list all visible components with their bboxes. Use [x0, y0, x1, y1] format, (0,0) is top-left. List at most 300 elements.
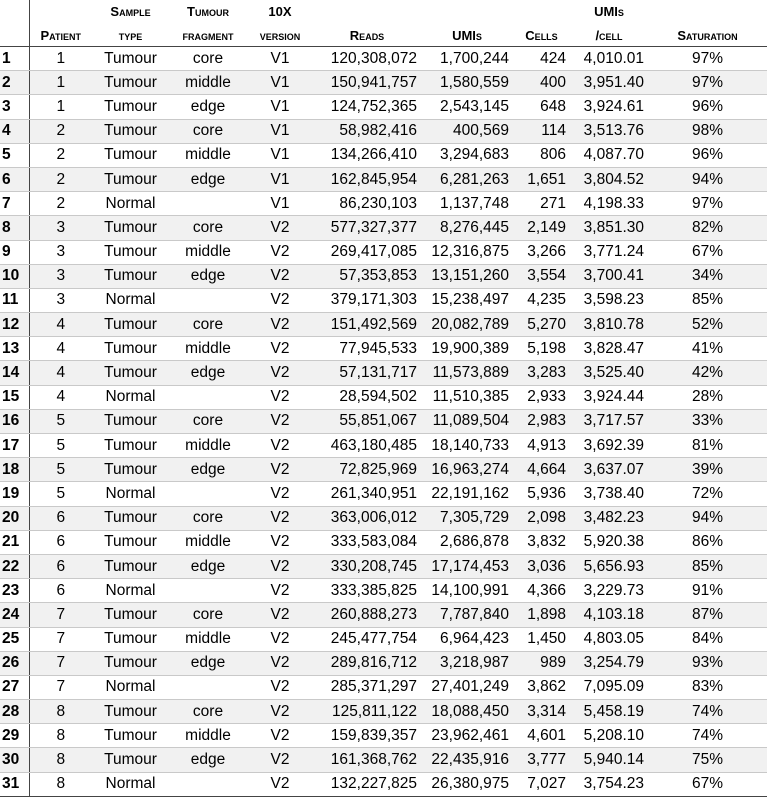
row-index: 18 [0, 458, 29, 482]
patient-cell: 7 [29, 651, 92, 675]
tenx-version-cell: V2 [247, 288, 313, 312]
tenx-version-cell: V2 [247, 772, 313, 796]
reads-cell: 363,006,012 [313, 506, 421, 530]
cells-cell: 5,198 [513, 337, 570, 361]
saturation-cell: 41% [648, 337, 767, 361]
table-row [0, 651, 767, 675]
umis-cell: 17,174,453 [421, 554, 513, 578]
sample-type-cell: Tumour [92, 264, 169, 288]
reads-cell: 463,180,485 [313, 434, 421, 458]
umis-cell-header-top: UMIs [594, 4, 624, 19]
patient-cell: 3 [29, 288, 92, 312]
cells-cell: 2,098 [513, 506, 570, 530]
patient-cell: 3 [29, 216, 92, 240]
tumour-fragment-cell [169, 675, 247, 699]
saturation-cell: 75% [648, 748, 767, 772]
saturation-cell: 74% [648, 724, 767, 748]
patient-cell: 2 [29, 119, 92, 143]
umis-per-cell-cell: 4,103.18 [570, 603, 648, 627]
patient-cell: 7 [29, 627, 92, 651]
table-row [0, 71, 767, 95]
table-row [0, 385, 767, 409]
row-index: 15 [0, 385, 29, 409]
tenx-version-cell: V1 [247, 192, 313, 216]
tenx-version-cell: V2 [247, 554, 313, 578]
tenx-version-cell: V2 [247, 313, 313, 337]
patient-cell: 6 [29, 530, 92, 554]
reads-cell: 134,266,410 [313, 143, 421, 167]
umis-per-cell-cell: 3,951.40 [570, 71, 648, 95]
reads-cell: 261,340,951 [313, 482, 421, 506]
cells-cell: 1,450 [513, 627, 570, 651]
table-row [0, 434, 767, 458]
reads-cell: 159,839,357 [313, 724, 421, 748]
cells-cell: 5,936 [513, 482, 570, 506]
saturation-cell: 52% [648, 313, 767, 337]
tenx-version-cell: V1 [247, 167, 313, 191]
reads-cell: 245,477,754 [313, 627, 421, 651]
umis-cell: 2,543,145 [421, 95, 513, 119]
row-index: 7 [0, 192, 29, 216]
reads-cell: 57,353,853 [313, 264, 421, 288]
umis-cell: 6,281,263 [421, 167, 513, 191]
reads-cell: 120,308,072 [313, 47, 421, 71]
row-index: 25 [0, 627, 29, 651]
sample-type-cell: Tumour [92, 313, 169, 337]
saturation-cell: 97% [648, 192, 767, 216]
table-row [0, 603, 767, 627]
sample-type-cell: Tumour [92, 627, 169, 651]
cells-cell: 4,664 [513, 458, 570, 482]
reads-cell: 161,368,762 [313, 748, 421, 772]
saturation-cell: 98% [648, 119, 767, 143]
umis-cell: 14,100,991 [421, 579, 513, 603]
index-header-bottom [0, 22, 29, 47]
sample-type-cell: Tumour [92, 530, 169, 554]
reads-header-top [313, 0, 421, 22]
patient-cell: 1 [29, 95, 92, 119]
tenx-version-cell: V1 [247, 95, 313, 119]
umis-cell: 7,787,840 [421, 603, 513, 627]
tumour-fragment-cell: core [169, 603, 247, 627]
table-row [0, 458, 767, 482]
tenx-version-cell: V1 [247, 47, 313, 71]
umis-cell: 19,900,389 [421, 337, 513, 361]
row-index: 1 [0, 47, 29, 71]
umis-per-cell-cell: 3,637.07 [570, 458, 648, 482]
tenx-version-cell: V2 [247, 579, 313, 603]
umis-cell: 7,305,729 [421, 506, 513, 530]
tumour-fragment-cell: middle [169, 530, 247, 554]
reads-header: Reads [313, 22, 421, 47]
sample-type-cell: Tumour [92, 434, 169, 458]
saturation-cell: 67% [648, 240, 767, 264]
index-header [0, 0, 29, 22]
umis-per-cell-cell: 4,803.05 [570, 627, 648, 651]
tumour-fragment-cell: middle [169, 143, 247, 167]
row-index: 17 [0, 434, 29, 458]
saturation-cell: 72% [648, 482, 767, 506]
umis-per-cell-cell: 3,229.73 [570, 579, 648, 603]
cells-cell: 3,832 [513, 530, 570, 554]
table-row [0, 313, 767, 337]
cells-cell: 989 [513, 651, 570, 675]
tenx-version-cell: V2 [247, 216, 313, 240]
umis-cell: 26,380,975 [421, 772, 513, 796]
row-index: 27 [0, 675, 29, 699]
umis-cell: 16,963,274 [421, 458, 513, 482]
saturation-cell: 86% [648, 530, 767, 554]
umis-per-cell-cell: 5,920.38 [570, 530, 648, 554]
saturation-cell: 28% [648, 385, 767, 409]
umis-cell: 3,294,683 [421, 143, 513, 167]
tenx-version-cell: V2 [247, 264, 313, 288]
patient-cell: 4 [29, 337, 92, 361]
umis-per-cell-cell: 4,010.01 [570, 47, 648, 71]
reads-cell: 333,385,825 [313, 579, 421, 603]
umis-cell: 18,088,450 [421, 700, 513, 724]
tenx-version-cell: V2 [247, 385, 313, 409]
umis-cell: 3,218,987 [421, 651, 513, 675]
tumour-fragment-cell: middle [169, 240, 247, 264]
reads-cell: 162,845,954 [313, 167, 421, 191]
tenx-version-cell: V2 [247, 700, 313, 724]
cells-cell: 3,777 [513, 748, 570, 772]
saturation-cell: 94% [648, 167, 767, 191]
sample-type-cell: Tumour [92, 554, 169, 578]
saturation-cell: 67% [648, 772, 767, 796]
patient-cell: 3 [29, 240, 92, 264]
reads-cell: 289,816,712 [313, 651, 421, 675]
patient-cell: 8 [29, 772, 92, 796]
umis-cell: 22,191,162 [421, 482, 513, 506]
patient-cell: 2 [29, 143, 92, 167]
row-index: 12 [0, 313, 29, 337]
row-index: 9 [0, 240, 29, 264]
saturation-cell: 93% [648, 651, 767, 675]
saturation-header-top [648, 0, 767, 22]
table-row [0, 772, 767, 796]
saturation-cell: 85% [648, 288, 767, 312]
patient-cell: 5 [29, 434, 92, 458]
cells-cell: 1,651 [513, 167, 570, 191]
sample-type-cell: Normal [92, 482, 169, 506]
tumour-fragment-cell: core [169, 119, 247, 143]
sample-type-cell: Normal [92, 385, 169, 409]
umis-per-cell-cell: 3,810.78 [570, 313, 648, 337]
row-index: 14 [0, 361, 29, 385]
saturation-cell: 97% [648, 71, 767, 95]
table-row [0, 748, 767, 772]
tumour-fragment-cell [169, 772, 247, 796]
umis-cell: 1,580,559 [421, 71, 513, 95]
umis-per-cell-cell: 3,771.24 [570, 240, 648, 264]
umis-cell: 8,276,445 [421, 216, 513, 240]
umis-cell: 1,700,244 [421, 47, 513, 71]
row-index: 23 [0, 579, 29, 603]
reads-cell: 132,227,825 [313, 772, 421, 796]
row-index: 10 [0, 264, 29, 288]
table-row [0, 337, 767, 361]
tenx-version-cell: V2 [247, 530, 313, 554]
patient-cell: 5 [29, 458, 92, 482]
tumour-fragment-cell: edge [169, 95, 247, 119]
row-index: 8 [0, 216, 29, 240]
tumour-fragment-cell: core [169, 409, 247, 433]
cells-cell: 2,149 [513, 216, 570, 240]
patient-cell: 2 [29, 192, 92, 216]
umis-per-cell-cell: 3,738.40 [570, 482, 648, 506]
table-row [0, 264, 767, 288]
umis-cell: 2,686,878 [421, 530, 513, 554]
sample-type-cell: Tumour [92, 143, 169, 167]
sample-type-cell: Tumour [92, 724, 169, 748]
sample-type-cell: Normal [92, 579, 169, 603]
tenx-version-cell: V1 [247, 119, 313, 143]
tenx-version-cell: V2 [247, 627, 313, 651]
tumour-fragment-cell: edge [169, 167, 247, 191]
patient-cell: 8 [29, 700, 92, 724]
table-row [0, 409, 767, 433]
umis-per-cell-cell: 7,095.09 [570, 675, 648, 699]
sample-type-cell: Tumour [92, 71, 169, 95]
patient-cell: 5 [29, 409, 92, 433]
tenx-version-cell: V2 [247, 748, 313, 772]
umis-cell-header-bottom: /cell [570, 22, 648, 47]
saturation-cell: 97% [648, 47, 767, 71]
table-row [0, 119, 767, 143]
umis-per-cell-cell: 3,700.41 [570, 264, 648, 288]
cells-cell: 4,601 [513, 724, 570, 748]
patient-cell: 3 [29, 264, 92, 288]
umis-per-cell-cell: 3,598.23 [570, 288, 648, 312]
cells-cell: 3,283 [513, 361, 570, 385]
table-row [0, 579, 767, 603]
patient-header: Patient [29, 22, 92, 47]
table-row [0, 95, 767, 119]
saturation-cell: 96% [648, 95, 767, 119]
saturation-cell: 87% [648, 603, 767, 627]
table-body [0, 47, 767, 797]
tumour-fragment-cell: edge [169, 651, 247, 675]
reads-cell: 150,941,757 [313, 71, 421, 95]
patient-cell: 8 [29, 748, 92, 772]
reads-cell: 333,583,084 [313, 530, 421, 554]
table-row [0, 47, 767, 71]
umis-cell: 23,962,461 [421, 724, 513, 748]
reads-cell: 330,208,745 [313, 554, 421, 578]
tumour-fragment-cell [169, 482, 247, 506]
cells-cell: 4,366 [513, 579, 570, 603]
umis-cell: 22,435,916 [421, 748, 513, 772]
row-index: 13 [0, 337, 29, 361]
sample-type-cell: Tumour [92, 95, 169, 119]
cells-cell: 2,983 [513, 409, 570, 433]
saturation-cell: 34% [648, 264, 767, 288]
cells-cell: 2,933 [513, 385, 570, 409]
umis-header-top [421, 0, 513, 22]
tumour-fragment-cell: edge [169, 748, 247, 772]
umis-cell: 11,510,385 [421, 385, 513, 409]
tumour-fragment-cell: middle [169, 337, 247, 361]
sample-type-cell: Normal [92, 772, 169, 796]
reads-cell: 151,492,569 [313, 313, 421, 337]
patient-cell: 6 [29, 506, 92, 530]
saturation-cell: 33% [648, 409, 767, 433]
saturation-cell: 84% [648, 627, 767, 651]
table-row [0, 724, 767, 748]
sample-type-cell: Normal [92, 675, 169, 699]
cells-cell: 424 [513, 47, 570, 71]
cells-cell: 3,266 [513, 240, 570, 264]
cells-cell: 400 [513, 71, 570, 95]
row-index: 24 [0, 603, 29, 627]
umis-cell: 1,137,748 [421, 192, 513, 216]
umis-cell: 13,151,260 [421, 264, 513, 288]
sample-type-cell: Tumour [92, 409, 169, 433]
table-row [0, 143, 767, 167]
sample-type-cell: Tumour [92, 240, 169, 264]
umis-per-cell-cell: 3,513.76 [570, 119, 648, 143]
reads-cell: 28,594,502 [313, 385, 421, 409]
tumour-fragment-cell: edge [169, 458, 247, 482]
tenx-version-cell: V2 [247, 603, 313, 627]
tumour-header-bottom: fragment [169, 22, 247, 47]
tumour-fragment-cell: middle [169, 434, 247, 458]
umis-per-cell-cell: 3,254.79 [570, 651, 648, 675]
table-row [0, 506, 767, 530]
table-row [0, 192, 767, 216]
reads-cell: 285,371,297 [313, 675, 421, 699]
tenx-version-cell: V2 [247, 240, 313, 264]
table-row [0, 361, 767, 385]
saturation-cell: 74% [648, 700, 767, 724]
row-index: 29 [0, 724, 29, 748]
row-index: 5 [0, 143, 29, 167]
saturation-header: Saturation [648, 22, 767, 47]
tumour-fragment-cell: middle [169, 627, 247, 651]
patient-cell: 6 [29, 579, 92, 603]
patient-cell: 6 [29, 554, 92, 578]
table-row [0, 530, 767, 554]
tumour-fragment-cell: core [169, 47, 247, 71]
table-row [0, 554, 767, 578]
cells-cell: 4,913 [513, 434, 570, 458]
umis-per-cell-cell: 3,828.47 [570, 337, 648, 361]
umis-cell: 15,238,497 [421, 288, 513, 312]
saturation-cell: 94% [648, 506, 767, 530]
sample-type-cell: Tumour [92, 506, 169, 530]
tumour-fragment-cell [169, 385, 247, 409]
tenx-version-cell: V2 [247, 337, 313, 361]
umis-per-cell-cell: 3,851.30 [570, 216, 648, 240]
saturation-cell: 96% [648, 143, 767, 167]
tumour-fragment-cell: edge [169, 264, 247, 288]
reads-cell: 72,825,969 [313, 458, 421, 482]
patient-cell: 7 [29, 675, 92, 699]
reads-cell: 379,171,303 [313, 288, 421, 312]
tumour-fragment-cell: core [169, 313, 247, 337]
tumour-fragment-cell [169, 288, 247, 312]
umis-per-cell-cell: 3,754.23 [570, 772, 648, 796]
reads-cell: 86,230,103 [313, 192, 421, 216]
sample-type-cell: Normal [92, 288, 169, 312]
sample-header-bottom: type [92, 22, 169, 47]
cells-cell: 114 [513, 119, 570, 143]
tumour-fragment-cell: edge [169, 361, 247, 385]
saturation-cell: 81% [648, 434, 767, 458]
umis-per-cell-cell: 3,482.23 [570, 506, 648, 530]
umis-per-cell-cell: 3,804.52 [570, 167, 648, 191]
patient-cell: 2 [29, 167, 92, 191]
table-row [0, 627, 767, 651]
cells-cell: 1,898 [513, 603, 570, 627]
table-row [0, 167, 767, 191]
tenx-version-cell: V1 [247, 143, 313, 167]
saturation-cell: 42% [648, 361, 767, 385]
cells-cell: 4,235 [513, 288, 570, 312]
cells-cell: 3,314 [513, 700, 570, 724]
reads-cell: 577,327,377 [313, 216, 421, 240]
sample-type-cell: Tumour [92, 700, 169, 724]
tumour-fragment-cell: core [169, 506, 247, 530]
table-row [0, 675, 767, 699]
tenx-version-cell: V1 [247, 71, 313, 95]
row-index: 28 [0, 700, 29, 724]
umis-per-cell-cell: 3,692.39 [570, 434, 648, 458]
sample-type-cell: Tumour [92, 47, 169, 71]
sample-type-cell: Tumour [92, 337, 169, 361]
row-index: 31 [0, 772, 29, 796]
row-index: 21 [0, 530, 29, 554]
tenx-version-cell: V2 [247, 361, 313, 385]
row-index: 16 [0, 409, 29, 433]
cells-cell: 648 [513, 95, 570, 119]
tumour-header-top: Tumour [187, 4, 229, 19]
saturation-cell: 83% [648, 675, 767, 699]
reads-cell: 57,131,717 [313, 361, 421, 385]
umis-per-cell-cell: 4,198.33 [570, 192, 648, 216]
umis-per-cell-cell: 4,087.70 [570, 143, 648, 167]
row-index: 4 [0, 119, 29, 143]
tenx-version-cell: V2 [247, 675, 313, 699]
cells-cell: 3,862 [513, 675, 570, 699]
reads-cell: 269,417,085 [313, 240, 421, 264]
row-index: 6 [0, 167, 29, 191]
patient-cell: 4 [29, 385, 92, 409]
umis-cell: 20,082,789 [421, 313, 513, 337]
table-row [0, 482, 767, 506]
tenx-header-top: 10X [268, 4, 292, 19]
patient-cell: 4 [29, 361, 92, 385]
cells-cell: 5,270 [513, 313, 570, 337]
patient-cell: 4 [29, 313, 92, 337]
saturation-cell: 39% [648, 458, 767, 482]
row-index: 20 [0, 506, 29, 530]
sample-type-cell: Tumour [92, 458, 169, 482]
umis-cell: 400,569 [421, 119, 513, 143]
row-index: 26 [0, 651, 29, 675]
reads-cell: 260,888,273 [313, 603, 421, 627]
umis-per-cell-cell: 5,940.14 [570, 748, 648, 772]
tenx-header-bottom: version [247, 22, 313, 47]
umis-per-cell-cell: 5,656.93 [570, 554, 648, 578]
cells-cell: 806 [513, 143, 570, 167]
tumour-fragment-cell [169, 579, 247, 603]
umis-per-cell-cell: 5,208.10 [570, 724, 648, 748]
umis-cell: 12,316,875 [421, 240, 513, 264]
cells-cell: 271 [513, 192, 570, 216]
